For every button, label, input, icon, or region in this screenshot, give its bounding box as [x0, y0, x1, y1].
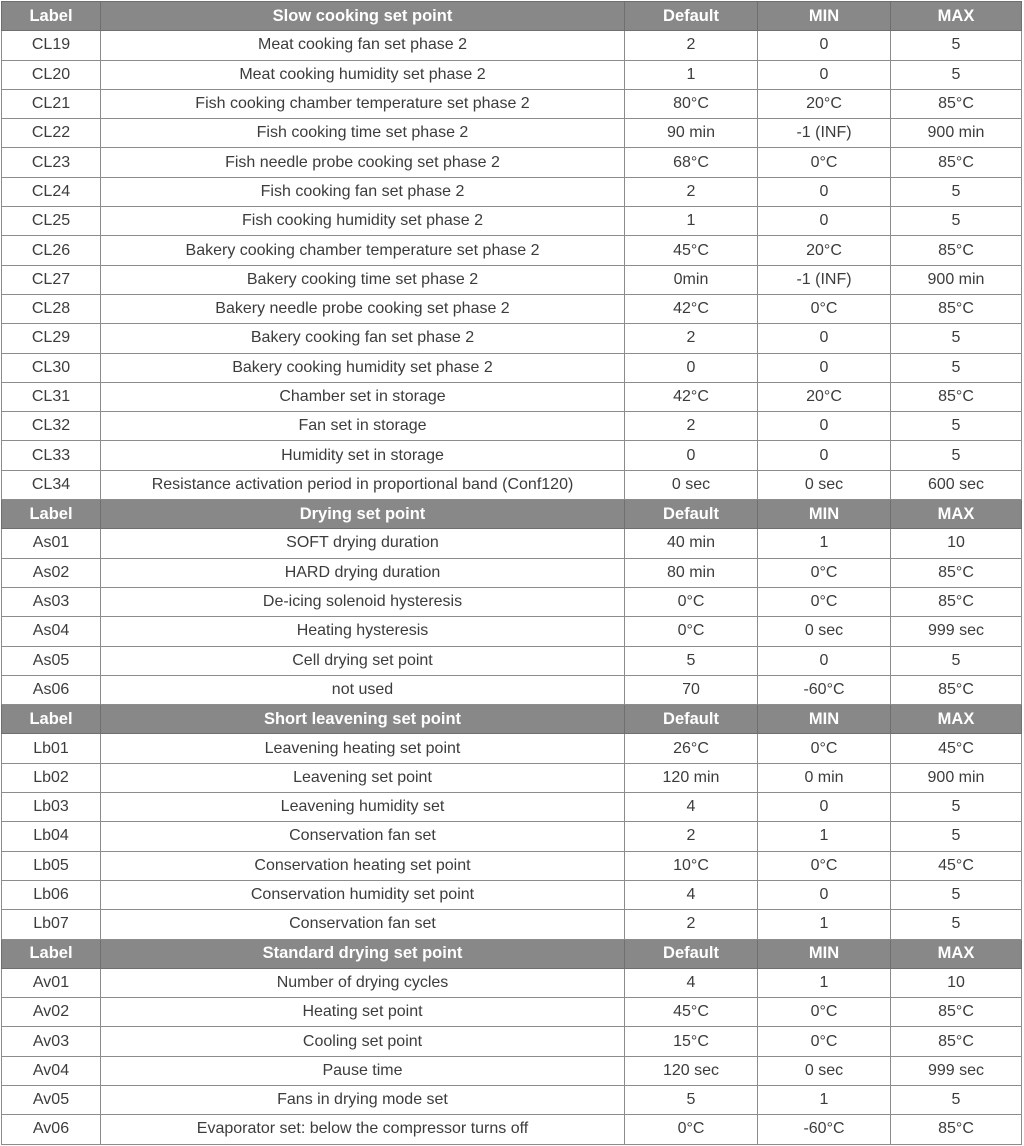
table-row — [2, 177, 1022, 206]
cell-min: -60°C — [758, 675, 891, 704]
cell-default: 42°C — [625, 382, 758, 411]
header-cell-default: Default — [625, 2, 758, 31]
cell-label: Av04 — [2, 1056, 101, 1085]
header-cell-max: MAX — [891, 939, 1022, 968]
cell-min: 0 min — [758, 763, 891, 792]
cell-label: Av05 — [2, 1085, 101, 1114]
cell-min: 0 sec — [758, 1056, 891, 1085]
table-row — [2, 793, 1022, 822]
cell-default: 45°C — [625, 236, 758, 265]
cell-default: 10°C — [625, 851, 758, 880]
table-row — [2, 441, 1022, 470]
table-row — [2, 89, 1022, 118]
cell-max: 85°C — [891, 236, 1022, 265]
cell-label: As01 — [2, 529, 101, 558]
table-row — [2, 851, 1022, 880]
cell-min: 1 — [758, 1085, 891, 1114]
table-row — [2, 734, 1022, 763]
cell-description: Evaporator set: below the compressor turns off — [101, 1115, 625, 1144]
cell-min: 0°C — [758, 148, 891, 177]
table-row — [2, 1115, 1022, 1144]
cell-label: Av03 — [2, 1027, 101, 1056]
header-cell-min: MIN — [758, 939, 891, 968]
cell-max: 999 sec — [891, 617, 1022, 646]
cell-label: CL20 — [2, 60, 101, 89]
cell-default: 2 — [625, 822, 758, 851]
cell-description: Conservation fan set — [101, 822, 625, 851]
cell-min: 0 — [758, 793, 891, 822]
cell-max: 45°C — [891, 851, 1022, 880]
cell-max: 5 — [891, 910, 1022, 939]
cell-default: 2 — [625, 412, 758, 441]
header-cell-default: Default — [625, 500, 758, 529]
cell-default: 0°C — [625, 1115, 758, 1144]
cell-description: Bakery cooking time set phase 2 — [101, 265, 625, 294]
table-row — [2, 236, 1022, 265]
table-row — [2, 558, 1022, 587]
cell-min: 0 — [758, 177, 891, 206]
header-cell-description: Standard drying set point — [101, 939, 625, 968]
cell-label: Lb01 — [2, 734, 101, 763]
cell-description: Meat cooking fan set phase 2 — [101, 31, 625, 60]
cell-default: 45°C — [625, 998, 758, 1027]
cell-max: 85°C — [891, 675, 1022, 704]
cell-description: Bakery cooking chamber temperature set phase 2 — [101, 236, 625, 265]
cell-default: 4 — [625, 880, 758, 909]
table-row — [2, 353, 1022, 382]
cell-min: 20°C — [758, 236, 891, 265]
cell-min: 0 — [758, 353, 891, 382]
cell-label: Lb02 — [2, 763, 101, 792]
cell-max: 900 min — [891, 119, 1022, 148]
cell-max: 5 — [891, 353, 1022, 382]
cell-label: CL28 — [2, 294, 101, 323]
cell-max: 999 sec — [891, 1056, 1022, 1085]
cell-label: CL25 — [2, 207, 101, 236]
cell-description: Leavening heating set point — [101, 734, 625, 763]
header-cell-default: Default — [625, 705, 758, 734]
table-row — [2, 880, 1022, 909]
parameter-table-body — [2, 2, 1022, 1145]
cell-description: Fan set in storage — [101, 412, 625, 441]
header-cell-description: Slow cooking set point — [101, 2, 625, 31]
cell-max: 85°C — [891, 148, 1022, 177]
cell-label: CL21 — [2, 89, 101, 118]
cell-max: 85°C — [891, 294, 1022, 323]
cell-default: 2 — [625, 324, 758, 353]
cell-default: 120 min — [625, 763, 758, 792]
header-cell-label: Label — [2, 939, 101, 968]
cell-label: CL23 — [2, 148, 101, 177]
header-cell-max: MAX — [891, 2, 1022, 31]
section-header-row — [2, 500, 1022, 529]
table-row — [2, 324, 1022, 353]
cell-max: 5 — [891, 177, 1022, 206]
cell-default: 0min — [625, 265, 758, 294]
cell-default: 70 — [625, 675, 758, 704]
cell-description: Bakery cooking fan set phase 2 — [101, 324, 625, 353]
cell-max: 5 — [891, 60, 1022, 89]
cell-description: Number of drying cycles — [101, 968, 625, 997]
cell-label: As06 — [2, 675, 101, 704]
cell-max: 5 — [891, 441, 1022, 470]
cell-label: CL27 — [2, 265, 101, 294]
cell-min: 0 — [758, 207, 891, 236]
table-row — [2, 148, 1022, 177]
cell-label: Lb04 — [2, 822, 101, 851]
cell-description: Conservation humidity set point — [101, 880, 625, 909]
cell-max: 85°C — [891, 1115, 1022, 1144]
cell-default: 40 min — [625, 529, 758, 558]
cell-min: 0°C — [758, 294, 891, 323]
cell-label: Lb05 — [2, 851, 101, 880]
section-header-row — [2, 2, 1022, 31]
header-cell-description: Short leavening set point — [101, 705, 625, 734]
cell-label: CL26 — [2, 236, 101, 265]
table-row — [2, 646, 1022, 675]
cell-label: Av06 — [2, 1115, 101, 1144]
cell-min: 0°C — [758, 558, 891, 587]
header-cell-max: MAX — [891, 500, 1022, 529]
cell-description: Fish cooking time set phase 2 — [101, 119, 625, 148]
cell-label: Lb07 — [2, 910, 101, 939]
cell-default: 1 — [625, 207, 758, 236]
cell-default: 90 min — [625, 119, 758, 148]
cell-default: 2 — [625, 910, 758, 939]
cell-default: 120 sec — [625, 1056, 758, 1085]
cell-max: 5 — [891, 880, 1022, 909]
cell-label: CL19 — [2, 31, 101, 60]
table-row — [2, 910, 1022, 939]
cell-label: CL29 — [2, 324, 101, 353]
table-row — [2, 207, 1022, 236]
cell-description: Bakery needle probe cooking set phase 2 — [101, 294, 625, 323]
header-cell-max: MAX — [891, 705, 1022, 734]
cell-min: 20°C — [758, 89, 891, 118]
cell-min: 0 — [758, 324, 891, 353]
table-row — [2, 60, 1022, 89]
cell-default: 5 — [625, 1085, 758, 1114]
header-cell-min: MIN — [758, 500, 891, 529]
cell-default: 0 sec — [625, 470, 758, 499]
cell-min: 0°C — [758, 998, 891, 1027]
header-cell-description: Drying set point — [101, 500, 625, 529]
header-cell-min: MIN — [758, 705, 891, 734]
header-cell-label: Label — [2, 500, 101, 529]
cell-description: SOFT drying duration — [101, 529, 625, 558]
cell-min: 0 — [758, 31, 891, 60]
cell-max: 900 min — [891, 265, 1022, 294]
table-row — [2, 470, 1022, 499]
header-cell-label: Label — [2, 705, 101, 734]
cell-description: Resistance activation period in proportional band (Conf120) — [101, 470, 625, 499]
cell-label: As03 — [2, 587, 101, 616]
cell-default: 1 — [625, 60, 758, 89]
table-row — [2, 31, 1022, 60]
cell-max: 5 — [891, 1085, 1022, 1114]
cell-description: not used — [101, 675, 625, 704]
table-row — [2, 675, 1022, 704]
cell-default: 0 — [625, 441, 758, 470]
table-row — [2, 1056, 1022, 1085]
cell-description: Bakery cooking humidity set phase 2 — [101, 353, 625, 382]
table-row — [2, 412, 1022, 441]
cell-max: 85°C — [891, 382, 1022, 411]
cell-min: -1 (INF) — [758, 119, 891, 148]
cell-max: 85°C — [891, 998, 1022, 1027]
cell-min: 0 — [758, 60, 891, 89]
cell-label: CL33 — [2, 441, 101, 470]
cell-description: Leavening set point — [101, 763, 625, 792]
cell-max: 10 — [891, 968, 1022, 997]
cell-min: -1 (INF) — [758, 265, 891, 294]
cell-max: 5 — [891, 324, 1022, 353]
cell-label: As05 — [2, 646, 101, 675]
cell-min: 0°C — [758, 734, 891, 763]
cell-min: 1 — [758, 910, 891, 939]
cell-description: Fish cooking humidity set phase 2 — [101, 207, 625, 236]
cell-max: 5 — [891, 793, 1022, 822]
table-row — [2, 617, 1022, 646]
cell-description: Pause time — [101, 1056, 625, 1085]
cell-description: Heating set point — [101, 998, 625, 1027]
cell-default: 4 — [625, 793, 758, 822]
cell-description: Conservation fan set — [101, 910, 625, 939]
cell-min: 0 — [758, 412, 891, 441]
cell-max: 45°C — [891, 734, 1022, 763]
cell-max: 85°C — [891, 89, 1022, 118]
table-row — [2, 1027, 1022, 1056]
cell-label: Av02 — [2, 998, 101, 1027]
cell-max: 600 sec — [891, 470, 1022, 499]
cell-min: 1 — [758, 529, 891, 558]
table-row — [2, 119, 1022, 148]
cell-label: CL24 — [2, 177, 101, 206]
cell-default: 2 — [625, 31, 758, 60]
cell-label: CL31 — [2, 382, 101, 411]
table-row — [2, 968, 1022, 997]
table-row — [2, 265, 1022, 294]
table-row — [2, 529, 1022, 558]
cell-min: 20°C — [758, 382, 891, 411]
cell-default: 80°C — [625, 89, 758, 118]
section-header-row — [2, 939, 1022, 968]
cell-description: De-icing solenoid hysteresis — [101, 587, 625, 616]
cell-default: 80 min — [625, 558, 758, 587]
cell-max: 5 — [891, 31, 1022, 60]
cell-max: 5 — [891, 646, 1022, 675]
cell-label: CL34 — [2, 470, 101, 499]
cell-min: 0°C — [758, 1027, 891, 1056]
cell-min: -60°C — [758, 1115, 891, 1144]
cell-description: Cell drying set point — [101, 646, 625, 675]
cell-max: 900 min — [891, 763, 1022, 792]
cell-max: 85°C — [891, 1027, 1022, 1056]
cell-max: 5 — [891, 822, 1022, 851]
header-cell-min: MIN — [758, 2, 891, 31]
cell-label: CL32 — [2, 412, 101, 441]
cell-default: 0°C — [625, 617, 758, 646]
cell-description: Heating hysteresis — [101, 617, 625, 646]
cell-label: Lb03 — [2, 793, 101, 822]
cell-default: 68°C — [625, 148, 758, 177]
cell-min: 0°C — [758, 587, 891, 616]
table-row — [2, 587, 1022, 616]
cell-min: 1 — [758, 822, 891, 851]
cell-description: Meat cooking humidity set phase 2 — [101, 60, 625, 89]
cell-default: 42°C — [625, 294, 758, 323]
cell-min: 0 — [758, 880, 891, 909]
cell-max: 85°C — [891, 558, 1022, 587]
cell-description: Cooling set point — [101, 1027, 625, 1056]
table-row — [2, 382, 1022, 411]
table-row — [2, 822, 1022, 851]
cell-label: Av01 — [2, 968, 101, 997]
table-row — [2, 998, 1022, 1027]
cell-description: Leavening humidity set — [101, 793, 625, 822]
cell-default: 2 — [625, 177, 758, 206]
cell-label: Lb06 — [2, 880, 101, 909]
cell-label: CL22 — [2, 119, 101, 148]
header-cell-default: Default — [625, 939, 758, 968]
cell-max: 5 — [891, 207, 1022, 236]
parameter-table — [1, 1, 1022, 1145]
table-row — [2, 1085, 1022, 1114]
cell-default: 0°C — [625, 587, 758, 616]
cell-min: 0 — [758, 646, 891, 675]
header-cell-label: Label — [2, 2, 101, 31]
cell-description: Fish cooking chamber temperature set phase 2 — [101, 89, 625, 118]
cell-label: As04 — [2, 617, 101, 646]
cell-description: Fish needle probe cooking set phase 2 — [101, 148, 625, 177]
section-header-row — [2, 705, 1022, 734]
cell-description: Fans in drying mode set — [101, 1085, 625, 1114]
cell-description: Conservation heating set point — [101, 851, 625, 880]
cell-min: 1 — [758, 968, 891, 997]
cell-description: Fish cooking fan set phase 2 — [101, 177, 625, 206]
cell-min: 0 — [758, 441, 891, 470]
cell-label: CL30 — [2, 353, 101, 382]
cell-default: 15°C — [625, 1027, 758, 1056]
cell-max: 10 — [891, 529, 1022, 558]
cell-max: 85°C — [891, 587, 1022, 616]
cell-min: 0 sec — [758, 470, 891, 499]
cell-description: Humidity set in storage — [101, 441, 625, 470]
cell-min: 0 sec — [758, 617, 891, 646]
cell-default: 0 — [625, 353, 758, 382]
cell-max: 5 — [891, 412, 1022, 441]
cell-description: HARD drying duration — [101, 558, 625, 587]
cell-min: 0°C — [758, 851, 891, 880]
table-row — [2, 763, 1022, 792]
cell-default: 26°C — [625, 734, 758, 763]
cell-default: 5 — [625, 646, 758, 675]
cell-description: Chamber set in storage — [101, 382, 625, 411]
table-row — [2, 294, 1022, 323]
cell-label: As02 — [2, 558, 101, 587]
cell-default: 4 — [625, 968, 758, 997]
